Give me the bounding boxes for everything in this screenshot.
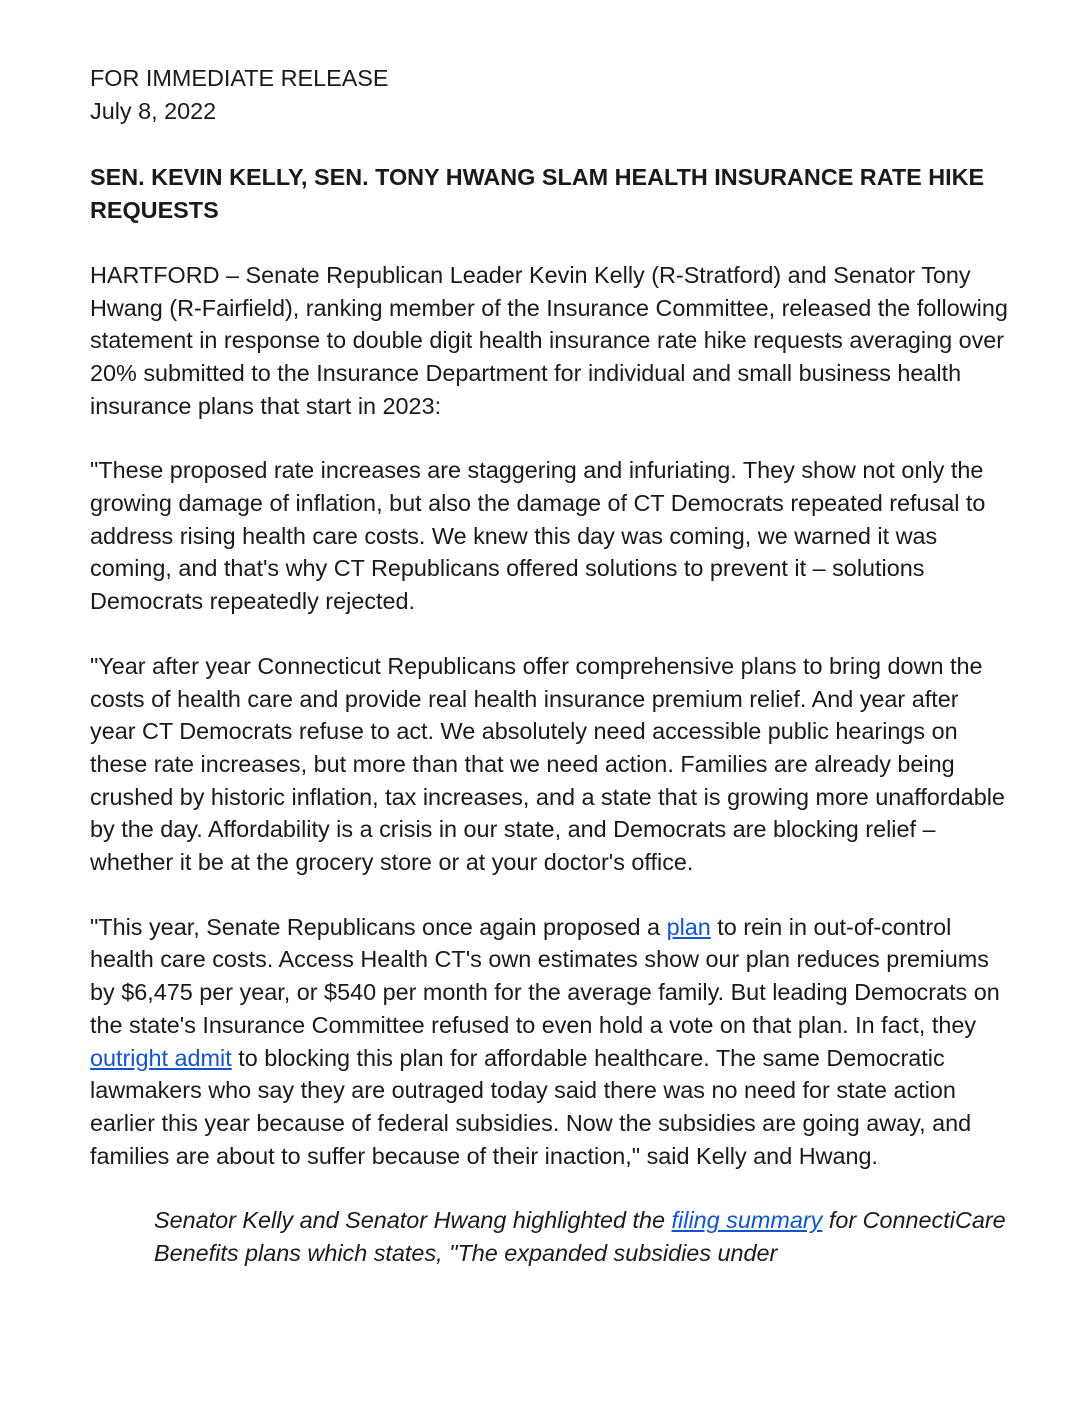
quote-paragraph-3 [90, 911, 1010, 1173]
release-label: FOR IMMEDIATE RELEASE [90, 65, 389, 91]
closing-paragraph [154, 1204, 1010, 1269]
plan-link[interactable]: plan [666, 913, 711, 940]
quote-paragraph-2: "Year after year Connecticut Republicans offer comprehensive plans to bring down the costs of health care and provide real health insurance premium relief. And year after year CT Democrats refuse to act. We absolutely need accessible public hearings on these rate increases, but more than that we need action. Families are already being crushed by historic inflation, tax increases, and a state that is growing more unaffordable by the day. Affordability is a crisis in our state, and Democrats are blocking relief – whether it be at the grocery store or at your doctor's office. [90, 652, 1005, 876]
closing-text-1: Senator Kelly and Senator Hwang highlighted the [154, 1207, 672, 1234]
quote-paragraph-1: "These proposed rate increases are staggering and infuriating. They show not only the growing damage of inflation, but also the damage of CT Democrats repeated refusal to address rising health care costs. We knew this day was coming, we warned it was coming, and that's why CT Republicans offered solutions to prevent it – solutions Democrats repeatedly rejected. [90, 457, 986, 615]
filing-summary-link[interactable]: filing summary [671, 1207, 823, 1234]
quote3-text-3: to blocking this plan for affordable healthcare. The same Democratic lawmakers who say they are outraged today said there was no need for state action earlier this year because of federal subsidies. Now the subsidies are going away, and families are about to suffer because of their inaction," said Kelly and Hwang. [90, 1044, 972, 1169]
release-date: July 8, 2022 [90, 97, 217, 124]
release-header [90, 62, 1010, 127]
closing-text-2: for ConnectiCare Benefits plans which states, "The expanded subsidies under [154, 1207, 1006, 1267]
press-release [90, 62, 1010, 1270]
outright-admit-link[interactable]: outright admit [90, 1044, 232, 1071]
intro-paragraph: HARTFORD – Senate Republican Leader Kevin Kelly (R-Stratford) and Senator Tony Hwang (R-Fairfield), ranking member of the Insurance Committee, released the following statement in response to double digit health insurance rate hike requests averaging over 20% submitted to the Insurance Department for individual and small business health insurance plans that start in 2023: [90, 261, 1008, 419]
headline: SEN. KEVIN KELLY, SEN. TONY HWANG SLAM HEALTH INSURANCE RATE HIKE REQUESTS [90, 164, 985, 224]
quote3-text-2: to rein in out-of-control health care costs. Access Health CT's own estimates show our plan reduces premiums by $6,475 per year, or $540 per month for the average family. But leading Democrats on the state's Insurance Committee refused to even hold a vote on that plan. In fact, they [90, 913, 1000, 1038]
quote3-text-1: "This year, Senate Republicans once again proposed a [90, 913, 667, 940]
